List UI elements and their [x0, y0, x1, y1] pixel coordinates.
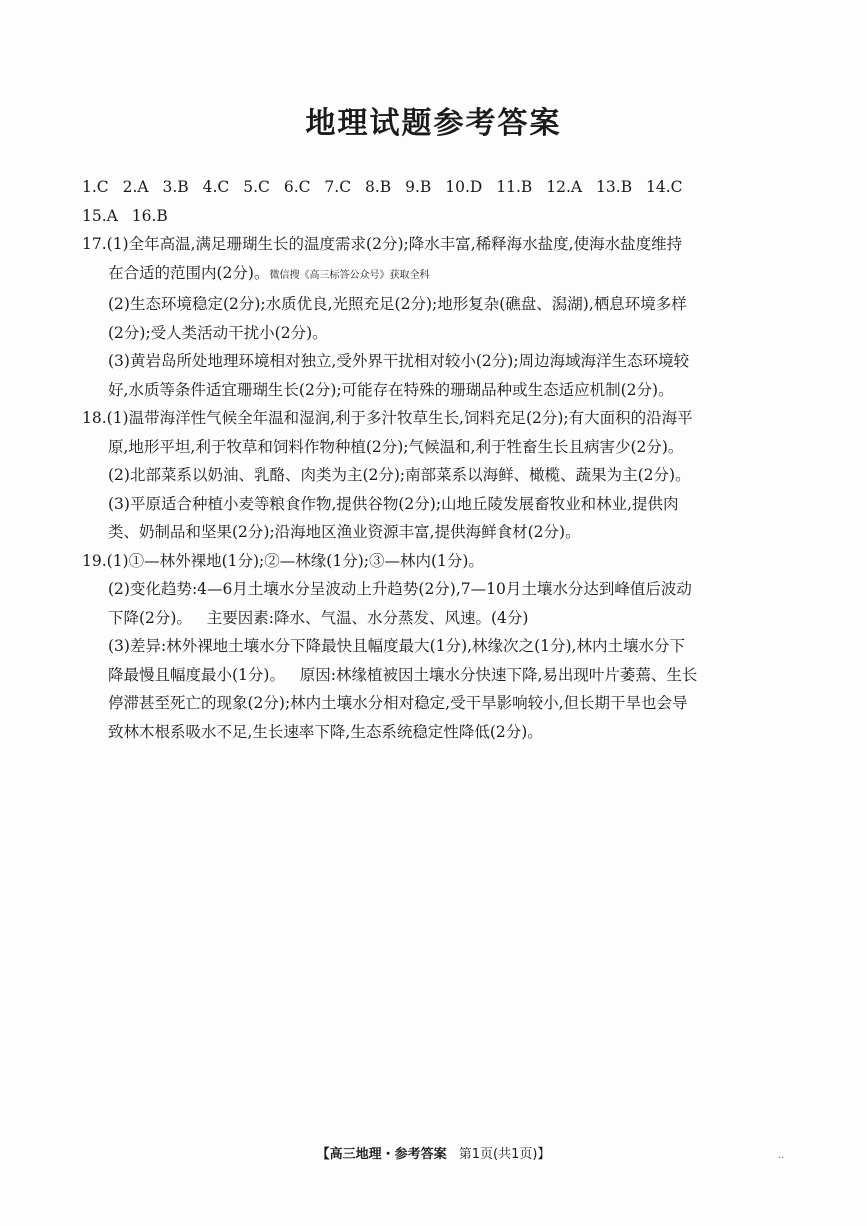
mc-answer: 2.A: [122, 178, 149, 196]
mc-answer: 8.B: [365, 178, 392, 196]
mc-answer: 4.C: [202, 178, 230, 196]
q19-part2-line2: 下降(2分)。 主要因素:降水、气温、水分蒸发、风速。(4分): [108, 608, 529, 627]
q17-part1-text: 在合适的范围内(2分)。: [108, 263, 270, 282]
mc-answer: 14.C: [646, 178, 683, 196]
q18-part1-line1: 18.(1)温带海洋性气候全年温和湿润,利于多汁牧草生长,饲料充足(2分);有大面积的沿海平: [82, 409, 693, 427]
mc-answer: 1.C: [82, 178, 109, 196]
q18-part3-line2: 类、奶制品和坚果(2分);沿海地区渔业资源丰富,提供海鲜食材(2分)。: [108, 523, 581, 541]
mc-answer: 16.B: [131, 206, 168, 225]
mc-answer: 7.C: [324, 178, 352, 196]
mc-answers-line-2: [82, 202, 802, 231]
page-footer: [0, 1143, 867, 1162]
question-17: [82, 230, 802, 404]
q18-part3-line1: (3)平原适合种植小麦等粮食作物,提供谷物(2分);山地丘陵发展畜牧业和林业,提供肉: [108, 494, 679, 513]
footer-label: 【高三地理・参考答案: [316, 1147, 447, 1162]
q17-part1-line1: 17.(1)全年高温,满足珊瑚生长的温度需求(2分);降水丰富,稀释海水盐度,使海水盐度维持: [82, 235, 683, 253]
question-18: [82, 404, 802, 547]
q17-part3-line1: (3)黄岩岛所处地理环境相对独立,受外界干扰相对较小(2分);周边海域海洋生态环境较: [108, 352, 690, 370]
mc-answer: 11.B: [496, 178, 533, 196]
corner-mark: ..: [778, 1150, 785, 1161]
mc-answer: 12.A: [546, 178, 583, 196]
mc-answer: 9.B: [405, 178, 432, 196]
q19-part3-line2: 降最慢且幅度最小(1分)。 原因:林缘植被因土壤水分快速下降,易出现叶片萎蔫、生长: [108, 665, 698, 684]
mc-answer: 10.D: [445, 178, 483, 196]
mc-answer: 5.C: [243, 178, 270, 196]
q19-part3-line3: 停滞甚至死亡的现象(2分);林内土壤水分相对稳定,受干旱影响较小,但长期干旱也会导: [108, 694, 688, 712]
mc-answer: 6.C: [283, 178, 311, 196]
q19-part3-line4: 致林木根系吸水不足,生长速率下降,生态系统稳定性降低(2分)。: [108, 722, 543, 741]
q17-part2-line2: (2分);受人类活动干扰小(2分)。: [108, 323, 328, 342]
page-title: 地理试题参考答案: [305, 106, 562, 141]
q18-part2-line1: (2)北部菜系以奶油、乳酪、肉类为主(2分);南部菜系以海鲜、橄榄、蔬果为主(2分)。: [108, 466, 691, 484]
q17-part2-line1: (2)生态环境稳定(2分);水质优良,光照充足(2分);地形复杂(礁盘、潟湖),栖息环境多样: [108, 295, 687, 313]
q17-part1-line2: [82, 259, 802, 291]
mc-answers-line-1: [82, 173, 802, 202]
q17-part3-line2: 好,水质等条件适宜珊瑚生长(2分);可能存在特殊的珊瑚品种或生态适应机制(2分)。: [108, 380, 674, 399]
mc-answer: 15.A: [82, 206, 118, 225]
question-19: [82, 547, 802, 747]
q19-part1-line1: 19.(1)①—林外裸地(1分);②—林缘(1分);③—林内(1分)。: [82, 551, 484, 570]
answer-content: [82, 173, 802, 746]
q18-part1-line2: 原,地形平坦,利于牧草和饲料作物种植(2分);气候温和,利于牲畜生长且病害少(2分)。: [108, 437, 684, 456]
footer-page-number: 第1页(共1页)】: [458, 1147, 551, 1162]
mc-answer: 3.B: [162, 178, 189, 196]
watermark-text: 微信搜《高三标答公众号》获取全科: [269, 269, 430, 281]
mc-answer: 13.B: [596, 178, 633, 196]
q19-part3-line1: (3)差异:林外裸地土壤水分下降最快且幅度最大(1分),林缘次之(1分),林内土壤水分下: [108, 637, 685, 655]
q19-part2-line1: (2)变化趋势:4—6月土壤水分呈波动上升趋势(2分),7—10月土壤水分达到峰值后波动: [108, 580, 692, 598]
